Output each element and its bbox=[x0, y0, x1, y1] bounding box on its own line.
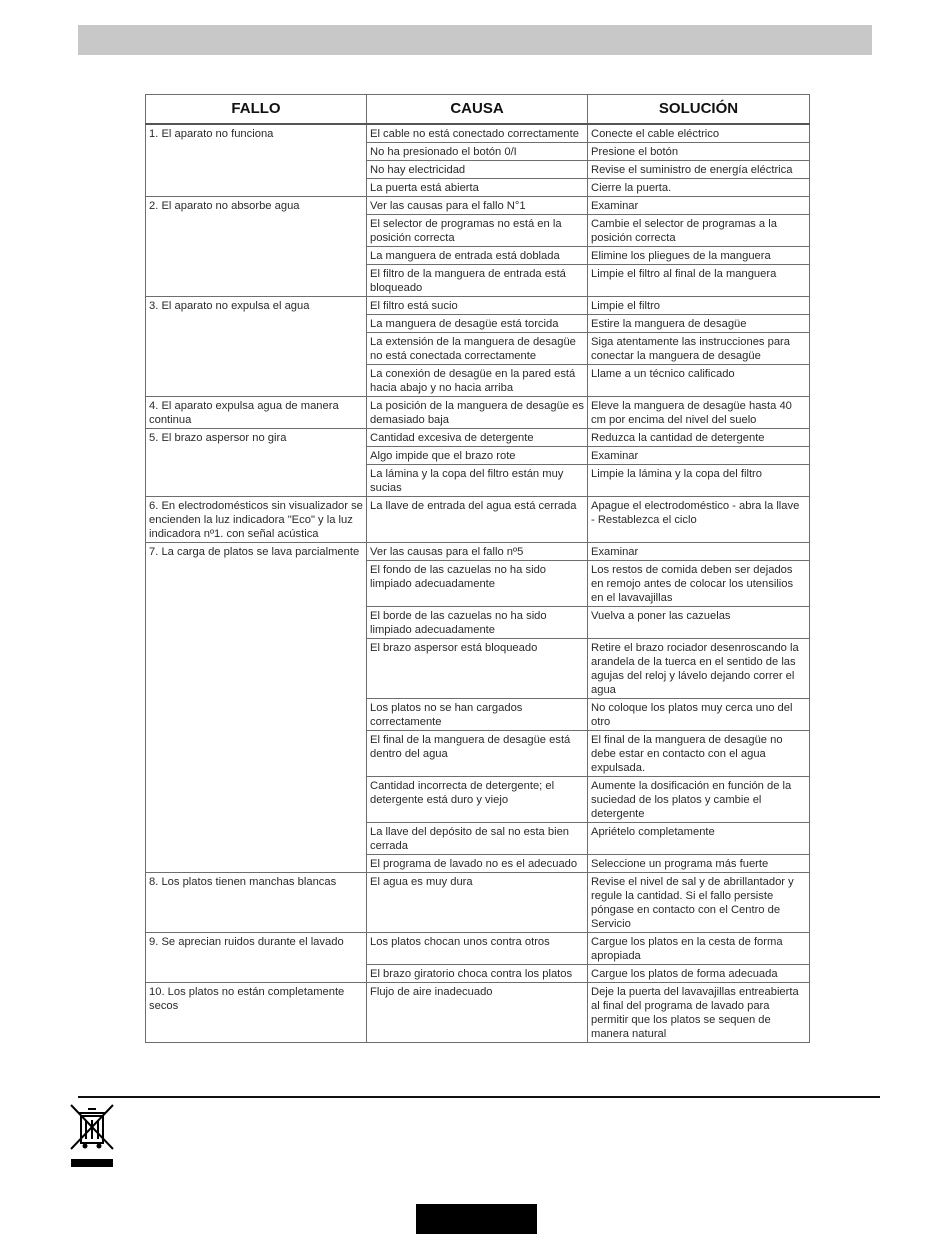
table-row bbox=[146, 873, 810, 933]
cause-cell: El programa de lavado no es el adecuado bbox=[367, 855, 588, 873]
solution-cell: Llame a un técnico calificado bbox=[588, 365, 810, 397]
cause-cell: El final de la manguera de desagüe está dentro del agua bbox=[367, 731, 588, 777]
cause-cell: No ha presionado el botón 0/I bbox=[367, 143, 588, 161]
table-row bbox=[146, 933, 810, 965]
cause-cell: La posición de la manguera de desagüe es demasiado baja bbox=[367, 397, 588, 429]
fault-cell: 2. El aparato no absorbe agua bbox=[146, 197, 367, 297]
solution-cell: Cargue los platos en la cesta de forma apropiada bbox=[588, 933, 810, 965]
header-fault: FALLO bbox=[146, 95, 367, 125]
solution-cell: Los restos de comida deben ser dejados en remojo antes de colocar los utensilios en el lavavajillas bbox=[588, 561, 810, 607]
solution-cell: Apague el electrodoméstico - abra la llave - Restablezca el ciclo bbox=[588, 497, 810, 543]
crossed-out-wheelie-bin-icon bbox=[68, 1102, 116, 1170]
solution-cell: Elimine los pliegues de la manguera bbox=[588, 247, 810, 265]
cause-cell: La lámina y la copa del filtro están muy sucias bbox=[367, 465, 588, 497]
solution-cell: Vuelva a poner las cazuelas bbox=[588, 607, 810, 639]
solution-cell: Cambie el selector de programas a la posición correcta bbox=[588, 215, 810, 247]
solution-cell: Reduzca la cantidad de detergente bbox=[588, 429, 810, 447]
footer-rule bbox=[78, 1096, 880, 1098]
cause-cell: El fondo de las cazuelas no ha sido limpiado adecuadamente bbox=[367, 561, 588, 607]
solution-cell: No coloque los platos muy cerca uno del otro bbox=[588, 699, 810, 731]
cause-cell: La llave de entrada del agua está cerrada bbox=[367, 497, 588, 543]
header-cause: CAUSA bbox=[367, 95, 588, 125]
solution-cell: Retire el brazo rociador desenroscando la arandela de la tuerca en el sentido de las agujas del reloj y lávelo dejando correr el agua bbox=[588, 639, 810, 699]
cause-cell: La conexión de desagüe en la pared está hacia abajo y no hacia arriba bbox=[367, 365, 588, 397]
page-number-tab bbox=[416, 1204, 537, 1234]
solution-cell: Examinar bbox=[588, 543, 810, 561]
table-row bbox=[146, 197, 810, 215]
solution-cell: Apriételo completamente bbox=[588, 823, 810, 855]
solution-cell: Limpie la lámina y la copa del filtro bbox=[588, 465, 810, 497]
solution-cell: Eleve la manguera de desagüe hasta 40 cm por encima del nivel del suelo bbox=[588, 397, 810, 429]
cause-cell: No hay electricidad bbox=[367, 161, 588, 179]
solution-cell: Seleccione un programa más fuerte bbox=[588, 855, 810, 873]
cause-cell: El brazo aspersor está bloqueado bbox=[367, 639, 588, 699]
troubleshooting-table bbox=[145, 94, 810, 1043]
header-solution: SOLUCIÓN bbox=[588, 95, 810, 125]
cause-cell: Cantidad incorrecta de detergente; el detergente está duro y viejo bbox=[367, 777, 588, 823]
cause-cell: El agua es muy dura bbox=[367, 873, 588, 933]
solution-cell: Cierre la puerta. bbox=[588, 179, 810, 197]
solution-cell: Examinar bbox=[588, 447, 810, 465]
cause-cell: La llave del depósito de sal no esta bien cerrada bbox=[367, 823, 588, 855]
cause-cell: El cable no está conectado correctamente bbox=[367, 124, 588, 143]
solution-cell: Limpie el filtro bbox=[588, 297, 810, 315]
cause-cell: Los platos no se han cargados correctamente bbox=[367, 699, 588, 731]
fault-cell: 3. El aparato no expulsa el agua bbox=[146, 297, 367, 397]
table-body bbox=[146, 124, 810, 1043]
cause-cell: Algo impide que el brazo rote bbox=[367, 447, 588, 465]
cause-cell: El brazo giratorio choca contra los platos bbox=[367, 965, 588, 983]
table-header-row bbox=[146, 95, 810, 125]
solution-cell: Conecte el cable eléctrico bbox=[588, 124, 810, 143]
table-row bbox=[146, 543, 810, 561]
fault-cell: 9. Se aprecian ruidos durante el lavado bbox=[146, 933, 367, 983]
fault-cell: 8. Los platos tienen manchas blancas bbox=[146, 873, 367, 933]
solution-cell: Cargue los platos de forma adecuada bbox=[588, 965, 810, 983]
cause-cell: La puerta está abierta bbox=[367, 179, 588, 197]
solution-cell: Revise el suministro de energía eléctrica bbox=[588, 161, 810, 179]
cause-cell: El filtro está sucio bbox=[367, 297, 588, 315]
cause-cell: La manguera de desagüe está torcida bbox=[367, 315, 588, 333]
fault-cell: 1. El aparato no funciona bbox=[146, 124, 367, 197]
table-row bbox=[146, 124, 810, 143]
table-row bbox=[146, 297, 810, 315]
cause-cell: Ver las causas para el fallo nº5 bbox=[367, 543, 588, 561]
fault-cell: 4. El aparato expulsa agua de manera continua bbox=[146, 397, 367, 429]
cause-cell: Flujo de aire inadecuado bbox=[367, 983, 588, 1043]
cause-cell: Ver las causas para el fallo N°1 bbox=[367, 197, 588, 215]
cause-cell: El selector de programas no está en la posición correcta bbox=[367, 215, 588, 247]
cause-cell: Los platos chocan unos contra otros bbox=[367, 933, 588, 965]
header-bar bbox=[78, 25, 872, 55]
cause-cell: Cantidad excesiva de detergente bbox=[367, 429, 588, 447]
solution-cell: Presione el botón bbox=[588, 143, 810, 161]
solution-cell: Examinar bbox=[588, 197, 810, 215]
table-row bbox=[146, 497, 810, 543]
table-row bbox=[146, 397, 810, 429]
cause-cell: El borde de las cazuelas no ha sido limpiado adecuadamente bbox=[367, 607, 588, 639]
cause-cell: El filtro de la manguera de entrada está bloqueado bbox=[367, 265, 588, 297]
fault-cell: 7. La carga de platos se lava parcialmente bbox=[146, 543, 367, 873]
fault-cell: 10. Los platos no están completamente secos bbox=[146, 983, 367, 1043]
solution-cell: El final de la manguera de desagüe no debe estar en contacto con el agua expulsada. bbox=[588, 731, 810, 777]
solution-cell: Aumente la dosificación en función de la suciedad de los platos y cambie el detergente bbox=[588, 777, 810, 823]
fault-cell: 5. El brazo aspersor no gira bbox=[146, 429, 367, 497]
fault-cell: 6. En electrodomésticos sin visualizador se encienden la luz indicadora "Eco" y la luz indicadora nº1. con señal acústica bbox=[146, 497, 367, 543]
cause-cell: La extensión de la manguera de desagüe no está conectada correctamente bbox=[367, 333, 588, 365]
solution-cell: Limpie el filtro al final de la manguera bbox=[588, 265, 810, 297]
solution-cell: Siga atentamente las instrucciones para conectar la manguera de desagüe bbox=[588, 333, 810, 365]
solution-cell: Deje la puerta del lavavajillas entreabierta al final del programa de lavado para permitir que los platos se sequen de manera natural bbox=[588, 983, 810, 1043]
solution-cell: Revise el nivel de sal y de abrillantador y regule la cantidad. Si el fallo persiste póngase en contacto con el Centro de Servicio bbox=[588, 873, 810, 933]
table-row bbox=[146, 429, 810, 447]
solution-cell: Estire la manguera de desagüe bbox=[588, 315, 810, 333]
cause-cell: La manguera de entrada está doblada bbox=[367, 247, 588, 265]
table-row bbox=[146, 983, 810, 1043]
